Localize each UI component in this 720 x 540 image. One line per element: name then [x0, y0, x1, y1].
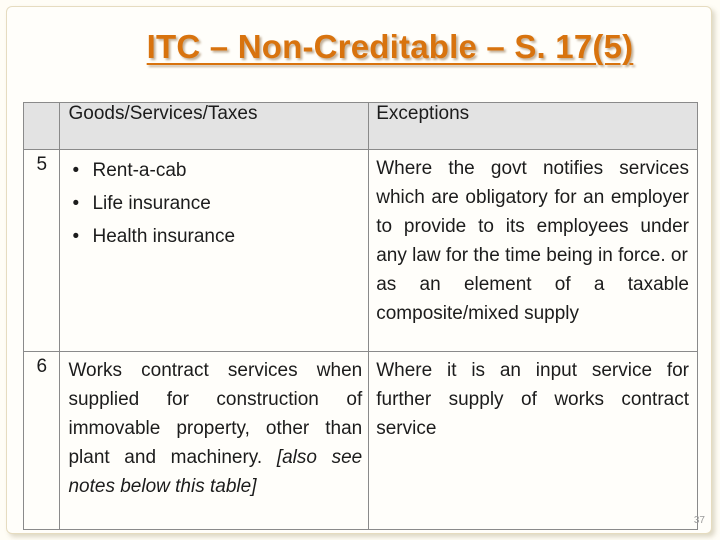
bullet-icon: • — [72, 193, 80, 214]
goods-description: Works contract services when supplied for construction of immovable property, other than plant and machinery. — [68, 360, 363, 468]
row-number: 6 — [24, 352, 60, 530]
header-goods-services-taxes: Goods/Services/Taxes — [60, 103, 369, 150]
slide-title: ITC – Non-Creditable – S. 17(5) — [146, 28, 634, 65]
goods-list — [68, 154, 362, 253]
exceptions-cell — [369, 352, 698, 530]
list-item: • Life insurance — [68, 187, 362, 220]
goods-cell — [60, 352, 369, 530]
goods-cell — [60, 150, 369, 352]
exception-paragraph: Where the govt notifies services which are obligatory for an employer to provide to its employees under any law for the time being in force. or — [376, 158, 689, 266]
exception-paragraph: as an element of a taxable composite/mixed supply — [376, 274, 689, 324]
table-row — [24, 352, 698, 530]
bullet-icon: • — [72, 226, 80, 247]
table-row — [24, 150, 698, 352]
list-item: • Rent-a-cab — [68, 154, 362, 187]
list-item: • Health insurance — [68, 220, 362, 253]
goods-note: [also see notes below this table] — [68, 447, 363, 497]
table-header-row — [24, 103, 698, 150]
exceptions-cell — [369, 150, 698, 352]
itc-table — [23, 102, 698, 530]
row-number: 5 — [24, 150, 60, 352]
bullet-icon: • — [72, 160, 80, 181]
slide-number: 37 — [693, 515, 705, 526]
header-exceptions: Exceptions — [369, 103, 698, 150]
header-number — [24, 103, 60, 150]
exception-paragraph: Where it is an input service for further supply of works contract service — [376, 360, 689, 439]
